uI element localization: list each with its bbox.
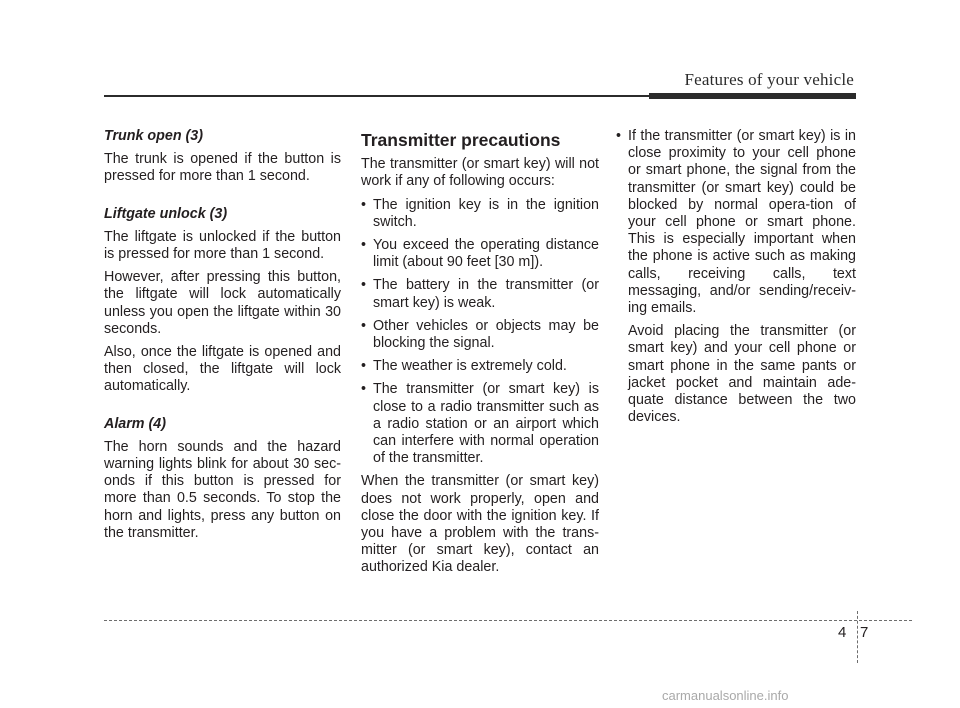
liftgate-unlock-text-1: The liftgate is unlocked if the button is pressed for more than 1 second. xyxy=(104,228,341,263)
liftgate-unlock-text-3: Also, once the liftgate is opened and then closed, the liftgate will lock automatically. xyxy=(104,344,341,395)
alarm-heading: Alarm (4) xyxy=(104,415,166,432)
page-number: 7 xyxy=(860,624,869,641)
liftgate-unlock-heading: Liftgate unlock (3) xyxy=(104,205,228,222)
column-right xyxy=(616,128,856,426)
footer-divider xyxy=(857,611,858,663)
column-left xyxy=(104,128,341,548)
header-title: Features of your vehicle xyxy=(684,70,854,89)
column-middle xyxy=(361,128,599,583)
watermark: carmanualsonline.info xyxy=(662,688,789,703)
list-item: • The ignition key is in the ignition switch. xyxy=(361,197,599,231)
list-item: • You exceed the operating distance limit (about 90 feet [30 m]). xyxy=(361,237,599,271)
list-item: • If the transmitter (or smart key) is in close proximity to your cell phone or smart phone, the signal from the transmitter (or smart key) could be blocked by normal opera-tion of your cell phone or smart phone. This is especially important when the phone is active such as making calls, receiving calls, text messaging, and/or sending/receiv-ing emails. xyxy=(616,128,856,317)
list-item: • The weather is extremely cold. xyxy=(361,358,599,375)
list-item: • The battery in the transmitter (or smart key) is weak. xyxy=(361,277,599,311)
cell-phone-followup: Avoid placing the transmitter (or smart key) and your cell phone or smart phone in the same pants or jacket pocket and maintain ade-quate distance between the two devices. xyxy=(628,323,856,426)
cell-phone-list xyxy=(616,128,856,317)
precautions-closing: When the transmitter (or smart key) does not work properly, open and close the door with the ignition key. If you have a problem with the trans-mitter (or smart key), contact an authorized Kia dealer. xyxy=(361,473,599,576)
trunk-open-text: The trunk is opened if the button is pressed for more than 1 second. xyxy=(104,151,341,185)
liftgate-unlock-text-2: However, after pressing this button, the liftgate will lock automatically unless you open the liftgate within 30 seconds. xyxy=(104,269,341,337)
header-rule xyxy=(104,95,649,97)
list-item: • Other vehicles or objects may be blocking the signal. xyxy=(361,318,599,352)
trunk-open-heading: Trunk open (3) xyxy=(104,128,204,144)
transmitter-precautions-heading: Transmitter precautions xyxy=(361,130,561,150)
footer-rule xyxy=(104,620,912,621)
chapter-number: 4 xyxy=(838,624,847,641)
list-item: • The transmitter (or smart key) is close to a radio transmitter such as a radio station or an airport which can interfere with normal operation of the transmitter. xyxy=(361,381,599,467)
alarm-text: The horn sounds and the hazard warning lights blink for about 30 sec-onds if this button is pressed for more than 0.5 seconds. To stop the horn and lights, press any button on the transmitter. xyxy=(104,438,341,541)
header-rule-accent xyxy=(649,93,856,99)
precautions-intro: The transmitter (or smart key) will not work if any of following occurs: xyxy=(361,156,599,190)
precautions-list xyxy=(361,197,599,468)
